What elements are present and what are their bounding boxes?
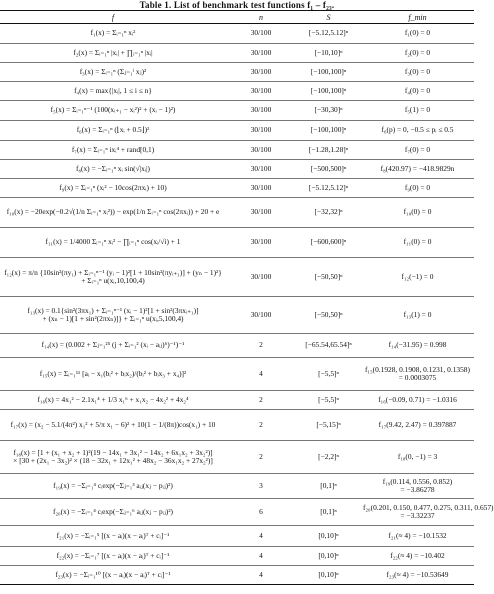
- dimension-cell: 4: [226, 358, 296, 391]
- minimum-value-cell: [361, 566, 474, 585]
- dimension-cell: 4: [226, 547, 296, 566]
- minimum-value-cell: [361, 228, 474, 258]
- formula-line: f₉(x) = Σᵢ₌₁ⁿ (xᵢ² − 10cos(2πxᵢ) + 10): [59, 182, 167, 192]
- function-formula-cell: [0, 228, 226, 258]
- minimum-line: f₄(0) = 0: [404, 85, 431, 95]
- formula-line: f₁(x) = Σᵢ₌₁ⁿ xᵢ²: [90, 28, 136, 38]
- formula-line: f₁₉(x) = −Σᵢ₌₁⁴ cᵢexp(−Σⱼ₌₁³ aᵢⱼ(xⱼ − pᵢⱼ)²): [53, 480, 173, 490]
- function-formula-cell: [0, 474, 226, 499]
- search-range-cell: [−5.12,5.12]ⁿ: [296, 24, 361, 44]
- function-formula-cell: [0, 410, 226, 441]
- table-row: [0, 526, 474, 547]
- formula-line: f₁₅(x) = Σᵢ₌₁¹¹ [aᵢ − x₁(bᵢ² + bᵢx₂)/(bᵢ² + bᵢx₃ + x₄)]²: [39, 368, 187, 378]
- formula-line: f₁₆(x) = 4x₁² − 2.1x₁⁴ + 1/3 x₁⁶ + x₁x₂ − 4x₂² + 4x₂⁴: [37, 394, 189, 404]
- formula-line: f₁₂(x) = π/n {10sin²(πy₁) + Σᵢ₌₁ⁿ⁻¹ (yᵢ − 1)²[1 + 10sin²(πyᵢ₊₁)] + (yₙ − 1)²}: [4, 267, 222, 277]
- search-range-cell: [−5.12,5.12]ⁿ: [296, 179, 361, 198]
- dimension-cell: 4: [226, 526, 296, 547]
- formula-line: f₇(x) = Σᵢ₌₁ⁿ ixᵢ⁴ + rand[0,1): [71, 144, 155, 154]
- formula-line: f₆(x) = Σᵢ₌₁ⁿ (⌊xᵢ + 0.5⌋)²: [76, 125, 150, 135]
- search-range-cell: [0,10]ⁿ: [296, 547, 361, 566]
- function-formula-cell: [0, 258, 226, 297]
- header-minimum: f_min: [361, 11, 474, 24]
- minimum-line: f₁₅(0.1928, 0.1908, 0.1231, 0.1358): [365, 364, 470, 374]
- search-range-cell: [−50,50]ⁿ: [296, 258, 361, 297]
- table-row: [0, 499, 474, 526]
- table-row: [0, 179, 474, 198]
- dimension-cell: 30/100: [226, 198, 296, 228]
- formula-line: + (xₙ − 1)[1 + sin²(2πxₙ)]} + Σᵢ₌₁ⁿ u(xᵢ,5,100,4): [42, 314, 184, 323]
- function-formula-cell: [0, 24, 226, 44]
- minimum-value-cell: [361, 441, 474, 474]
- table-row: [0, 63, 474, 82]
- dimension-cell: 4: [226, 566, 296, 585]
- function-formula-cell: [0, 334, 226, 358]
- minimum-value-cell: [361, 63, 474, 82]
- table-row: [0, 160, 474, 179]
- table-row: [0, 358, 474, 391]
- formula-line: f₁₇(x) = (x₂ − 5.1/(4π²) x₁² + 5/π x₁ − 6)² + 10(1 − 1/(8π))cos(x₁) + 10: [10, 419, 216, 429]
- minimum-value-cell: [361, 44, 474, 63]
- minimum-line: f₁₂(−1) = 0: [401, 271, 434, 281]
- minimum-line: f₁₁(0) = 0: [403, 237, 432, 247]
- function-formula-cell: [0, 441, 226, 474]
- table-row: [0, 24, 474, 44]
- table-row: [0, 474, 474, 499]
- header-search-range: S: [296, 11, 361, 24]
- formula-line: f₈(x) = −Σᵢ₌₁ⁿ xᵢ sin(√|xᵢ|): [75, 163, 151, 173]
- formula-line: × [30 + (2x₁ − 3x₂)² × (18 − 32x₁ + 12x₁² + 48x₂ − 36x₁x₂ + 27x₂²)]: [13, 456, 213, 465]
- formula-line: f₂(x) = Σᵢ₌₁ⁿ |xᵢ| + ∏ᵢ₌₁ⁿ |xᵢ|: [73, 47, 153, 57]
- minimum-value-cell: [361, 391, 474, 410]
- formula-line: f₁₄(x) = (0.002 + Σⱼ₌₁²⁵ (j + Σᵢ₌₁² (xᵢ − aᵢⱼ)⁶)⁻¹)⁻¹: [41, 340, 185, 350]
- minimum-line: = −3.86278: [400, 485, 435, 494]
- table-row: [0, 101, 474, 121]
- dimension-cell: 6: [226, 499, 296, 526]
- search-range-cell: [−5,5]ⁿ: [296, 358, 361, 391]
- minimum-line: f₂₁(≈ 4) = −10.1532: [388, 530, 447, 540]
- search-range-cell: [−500,500]ⁿ: [296, 160, 361, 179]
- minimum-line: f₁₄(−31.95) = 0.998: [388, 340, 447, 350]
- minimum-value-cell: [361, 198, 474, 228]
- minimum-line: f₃(0) = 0: [404, 66, 431, 76]
- minimum-line: f₈(420.97) = −418.9829n: [380, 163, 455, 173]
- dimension-cell: 30/100: [226, 44, 296, 63]
- table-row: [0, 547, 474, 566]
- minimum-value-cell: [361, 179, 474, 198]
- dimension-cell: 30/100: [226, 179, 296, 198]
- table-row: [0, 258, 474, 297]
- table-row: [0, 121, 474, 141]
- search-range-cell: [0,1]ⁿ: [296, 474, 361, 499]
- formula-line: f₂₀(x) = −Σᵢ₌₁⁴ cᵢexp(−Σⱼ₌₁⁶ aᵢⱼ(xⱼ − pᵢⱼ)²): [52, 506, 174, 516]
- table-caption: Table 1. List of benchmark test functions f₁ – f₂₃.: [139, 0, 335, 10]
- search-range-cell: [−100,100]ⁿ: [296, 121, 361, 141]
- minimum-line: f₆(p) = 0, −0.5 ≤ pᵢ ≤ 0.5: [381, 125, 454, 135]
- formula-line: f₁₃(x) = 0.1{sin²(3πx₁) + Σᵢ₌₁ⁿ⁻¹ (xᵢ − 1)²[1 + sin²(3πxᵢ₊₁)]: [27, 305, 199, 315]
- minimum-line: f₁₃(1) = 0: [403, 309, 432, 319]
- minimum-line: = 0.0003075: [398, 373, 437, 382]
- table-row: [0, 141, 474, 160]
- search-range-cell: [0,1]ⁿ: [296, 499, 361, 526]
- formula-line: f₃(x) = Σᵢ₌₁ⁿ (Σⱼ₌₁ⁱ xⱼ)²: [79, 66, 147, 76]
- formula-line: f₁₁(x) = 1/4000 Σᵢ₌₁ⁿ xᵢ² − ∏ᵢ₌₁ⁿ cos(xᵢ/√i) + 1: [45, 237, 181, 247]
- search-range-cell: [−600,600]ⁿ: [296, 228, 361, 258]
- minimum-value-cell: [361, 526, 474, 547]
- minimum-value-cell: [361, 101, 474, 121]
- dimension-cell: 30/100: [226, 297, 296, 334]
- function-formula-cell: [0, 44, 226, 63]
- function-formula-cell: [0, 526, 226, 547]
- minimum-value-cell: [361, 358, 474, 391]
- header-dimension: n: [226, 11, 296, 24]
- search-range-cell: [0,10]ⁿ: [296, 526, 361, 547]
- dimension-cell: 30/100: [226, 228, 296, 258]
- search-range-cell: [−30,30]ⁿ: [296, 101, 361, 121]
- table-body: [0, 24, 494, 585]
- minimum-line: f₁₀(0) = 0: [403, 207, 432, 217]
- dimension-cell: 30/100: [226, 258, 296, 297]
- minimum-value-cell: [361, 141, 474, 160]
- formula-line: f₁₀(x) = −20exp(−0.2√(1/n Σᵢ₌₁ⁿ xᵢ²)) − exp(1/n Σᵢ₌₁ⁿ cos(2πxᵢ)) + 20 + e: [6, 207, 220, 217]
- minimum-line: f₁₉(0.114, 0.556, 0.852): [382, 476, 453, 486]
- minimum-value-cell: [361, 547, 474, 566]
- minimum-line: f₁(0) = 0: [404, 28, 431, 38]
- table-row: [0, 228, 474, 258]
- minimum-line: f₂₂(≈ 4) = −10.402: [390, 550, 445, 560]
- minimum-line: = −3.32237: [400, 511, 435, 520]
- search-range-cell: [−50,50]ⁿ: [296, 297, 361, 334]
- benchmark-table: [0, 10, 494, 585]
- dimension-cell: 30/100: [226, 24, 296, 44]
- function-formula-cell: [0, 391, 226, 410]
- search-range-cell: [−32,32]ⁿ: [296, 198, 361, 228]
- dimension-cell: 30/100: [226, 141, 296, 160]
- dimension-cell: 30/100: [226, 82, 296, 101]
- formula-line: f₁₈(x) = [1 + (x₁ + x₂ + 1)²(19 − 14x₁ + 3x₁² − 14x₂ + 6x₁x₂ + 3x₂²)]: [13, 447, 213, 457]
- dimension-cell: 30/100: [226, 101, 296, 121]
- minimum-value-cell: [361, 499, 494, 526]
- table-row: [0, 410, 474, 441]
- minimum-value-cell: [361, 160, 474, 179]
- search-range-cell: [−2,2]ⁿ: [296, 441, 361, 474]
- minimum-value-cell: [361, 121, 474, 141]
- dimension-cell: 30/100: [226, 160, 296, 179]
- search-range-cell: [−5,15]ⁿ: [296, 410, 361, 441]
- table-row: [0, 82, 474, 101]
- table-row: [0, 391, 474, 410]
- minimum-line: f₁₇(9.42, 2.47) = 0.397887: [378, 419, 457, 429]
- function-formula-cell: [0, 141, 226, 160]
- minimum-value-cell: [361, 334, 474, 358]
- minimum-value-cell: [361, 410, 474, 441]
- minimum-value-cell: [361, 474, 474, 499]
- minimum-line: f₅(1) = 0: [404, 105, 431, 115]
- function-formula-cell: [0, 358, 226, 391]
- table-row: [0, 297, 474, 334]
- formula-line: f₂₁(x) = −Σᵢ₌₁⁵ [(x − aᵢ)(x − aᵢ)ᵀ + cᵢ]⁻¹: [56, 530, 170, 540]
- minimum-value-cell: [361, 24, 474, 44]
- table-row: [0, 441, 474, 474]
- minimum-line: f₂₀(0.201, 0.150, 0.477, 0.275, 0.311, 0.657): [363, 502, 494, 512]
- minimum-line: f₁₆(−0.09, 0.71) = −1.0316: [378, 394, 457, 404]
- dimension-cell: 30/100: [226, 63, 296, 82]
- formula-line: f₂₂(x) = −Σᵢ₌₁⁷ [(x − aᵢ)(x − aᵢ)ᵀ + cᵢ]⁻¹: [56, 550, 170, 560]
- header-function: f: [0, 11, 226, 24]
- search-range-cell: [−1.28,1.28]ⁿ: [296, 141, 361, 160]
- minimum-value-cell: [361, 82, 474, 101]
- minimum-line: f₂(0) = 0: [404, 47, 431, 57]
- table-header-row: [0, 11, 474, 24]
- table-row: [0, 198, 474, 228]
- minimum-line: f₉(0) = 0: [404, 182, 431, 192]
- search-range-cell: [−100,100]ⁿ: [296, 63, 361, 82]
- minimum-value-cell: [361, 258, 474, 297]
- minimum-line: f₇(0) = 0: [404, 144, 431, 154]
- function-formula-cell: [0, 499, 226, 526]
- function-formula-cell: [0, 179, 226, 198]
- minimum-line: f₂₃(≈ 4) = −10.53649: [386, 569, 449, 579]
- function-formula-cell: [0, 121, 226, 141]
- search-range-cell: [−5,5]ⁿ: [296, 391, 361, 410]
- search-range-cell: [−65.54,65.54]ⁿ: [296, 334, 361, 358]
- formula-line: f₄(x) = max{|xᵢ|, 1 ≤ i ≤ n}: [74, 85, 152, 95]
- formula-line: + Σᵢ₌₁ⁿ u(xᵢ,10,100,4): [81, 276, 145, 285]
- search-range-cell: [−10,10]ⁿ: [296, 44, 361, 63]
- function-formula-cell: [0, 63, 226, 82]
- dimension-cell: 3: [226, 474, 296, 499]
- table-row: [0, 566, 474, 585]
- minimum-value-cell: [361, 297, 474, 334]
- function-formula-cell: [0, 566, 226, 585]
- dimension-cell: 2: [226, 334, 296, 358]
- function-formula-cell: [0, 82, 226, 101]
- dimension-cell: 30/100: [226, 121, 296, 141]
- search-range-cell: [0,10]ⁿ: [296, 566, 361, 585]
- formula-line: f₅(x) = Σᵢ₌₁ⁿ⁻¹ (100(xᵢ₊₁ − xᵢ²)² + (xᵢ − 1)²): [50, 105, 176, 115]
- table-row: [0, 44, 474, 63]
- function-formula-cell: [0, 198, 226, 228]
- table-row: [0, 334, 474, 358]
- function-formula-cell: [0, 160, 226, 179]
- function-formula-cell: [0, 101, 226, 121]
- dimension-cell: 2: [226, 410, 296, 441]
- function-formula-cell: [0, 297, 226, 334]
- dimension-cell: 2: [226, 441, 296, 474]
- dimension-cell: 2: [226, 391, 296, 410]
- function-formula-cell: [0, 547, 226, 566]
- formula-line: f₂₃(x) = −Σᵢ₌₁¹⁰ [(x − aᵢ)(x − aᵢ)ᵀ + cᵢ]⁻¹: [55, 569, 171, 579]
- minimum-line: f₁₈(0, −1) = 3: [397, 451, 438, 461]
- search-range-cell: [−100,100]ⁿ: [296, 82, 361, 101]
